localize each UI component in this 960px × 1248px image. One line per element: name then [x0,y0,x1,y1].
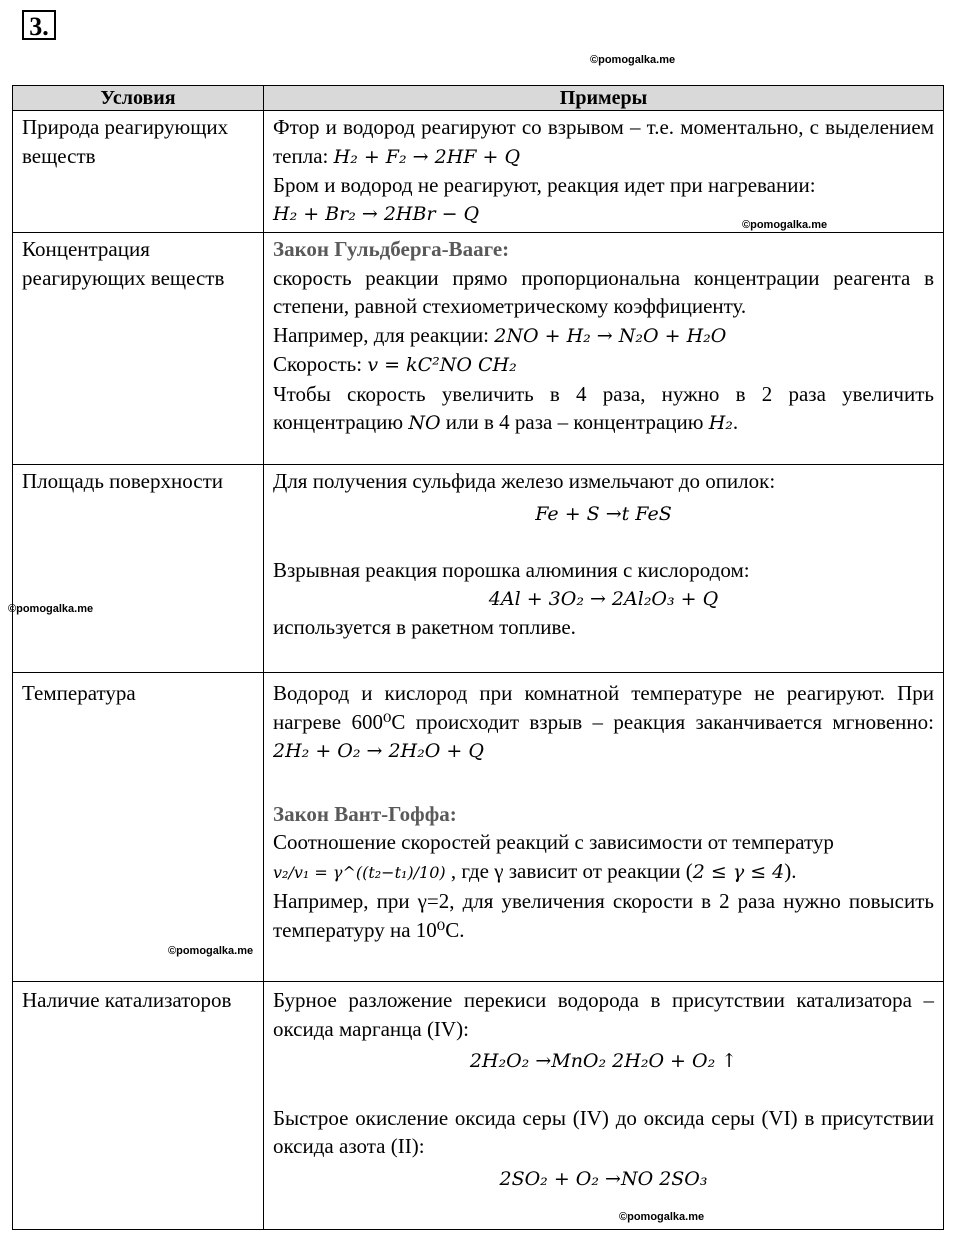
formula: H₂ [708,412,733,434]
example-text: Скорость: [273,352,363,376]
equation: 4Al + 3O₂ → 2Al₂O₃ + Q [488,587,719,610]
example-text: Чтобы скорость увеличить в 4 раза, нужно в 2 раза увеличить концентрацию [273,381,934,434]
equation: H₂ + F₂ → 2HF + Q [333,145,521,168]
example-cell [264,111,944,233]
table-row [13,982,944,1230]
rate-equation: v = kC²NO CH₂ [367,354,517,376]
condition-cell: Концентрация реагирующих веществ [13,233,264,465]
example-cell [264,982,944,1230]
example-text: ). [784,858,797,883]
example-cell [264,673,944,982]
conditions-table [12,85,944,1230]
watermark: ©pomogalka.me [619,1211,705,1223]
equation: 2NO + H₂ → N₂O + H₂O [494,324,727,347]
example-text: Соотношение скоростей реакций с зависимости от температур [273,830,834,854]
table-row [13,673,944,982]
header-examples: Примеры [264,86,944,111]
example-cell [264,233,944,465]
formula: NO [408,412,441,434]
example-text: Взрывная реакция порошка алюминия с кислородом: [273,558,750,582]
condition-cell: Наличие катализаторов [13,982,264,1230]
watermark: ©pomogalka.me [742,219,828,231]
example-text: Быстрое окисление оксида серы (IV) до оксида серы (VI) в присутствии оксида азота (II): [273,1105,934,1158]
condition-cell: Температура [13,673,264,982]
condition-cell: Площадь поверхности [13,465,264,673]
law-title: Закон Вант-Гоффа: [273,801,457,826]
example-text: Например, для реакции: [273,322,490,347]
example-text: используется в ракетном топливе. [273,615,576,639]
table-row [13,233,944,465]
condition-cell: Природа реагирующих веществ [13,111,264,233]
table-row [13,465,944,673]
example-text: . [732,410,739,434]
watermark: ©pomogalka.me [590,54,676,66]
equation: H₂ + Br₂ → 2HBr − Q [273,202,480,225]
formula: 2 ≤ γ ≤ 4 [692,860,785,883]
task-number: 3. [22,10,56,40]
header-conditions: Условия [13,86,264,111]
equation: 2SO₂ + O₂ →NO 2SO₃ [499,1167,708,1190]
example-text: Водород и кислород при комнатной температуре не реагируют. При нагреве 600⁰С происходит взрыв – реакция заканчивается мгновенно: [273,681,934,734]
table-header-row [13,86,944,111]
example-text: Бром и водород не реагируют, реакция идет при нагревании: [273,173,816,197]
equation: Fe + S →t FeS [535,502,672,525]
example-text: Фтор и водород реагируют со взрывом – т.е. моментально, с выделением тепла: [273,115,934,168]
vant-hoff-formula: v₂/v₁ = γ^((t₂−t₁)/10) [273,862,446,882]
equation: 2H₂O₂ →MnO₂ 2H₂O + O₂ ↑ [469,1050,738,1072]
example-text: , где γ зависит от реакции ( [450,858,693,883]
example-text: Бурное разложение перекиси водорода в присутствии катализатора – оксида марганца (IV): [273,988,934,1041]
table-row [13,111,944,233]
example-text: скорость реакции прямо пропорциональна концентрации реагента в степени, равной стехиометрическому коэффициенту. [273,265,934,318]
example-text: Для получения сульфида железо измельчают до опилок: [273,469,776,493]
law-title: Закон Гульдберга-Вааге: [273,237,510,261]
watermark: ©pomogalka.me [168,945,254,957]
example-cell [264,465,944,673]
example-text: Например, при γ=2, для увеличения скорости в 2 раза нужно повысить температуру на 10⁰С. [273,889,934,942]
equation: 2H₂ + O₂ → 2H₂O + Q [273,740,484,762]
example-text: или в 4 раза – концентрацию [445,410,704,434]
watermark: ©pomogalka.me [8,603,94,615]
